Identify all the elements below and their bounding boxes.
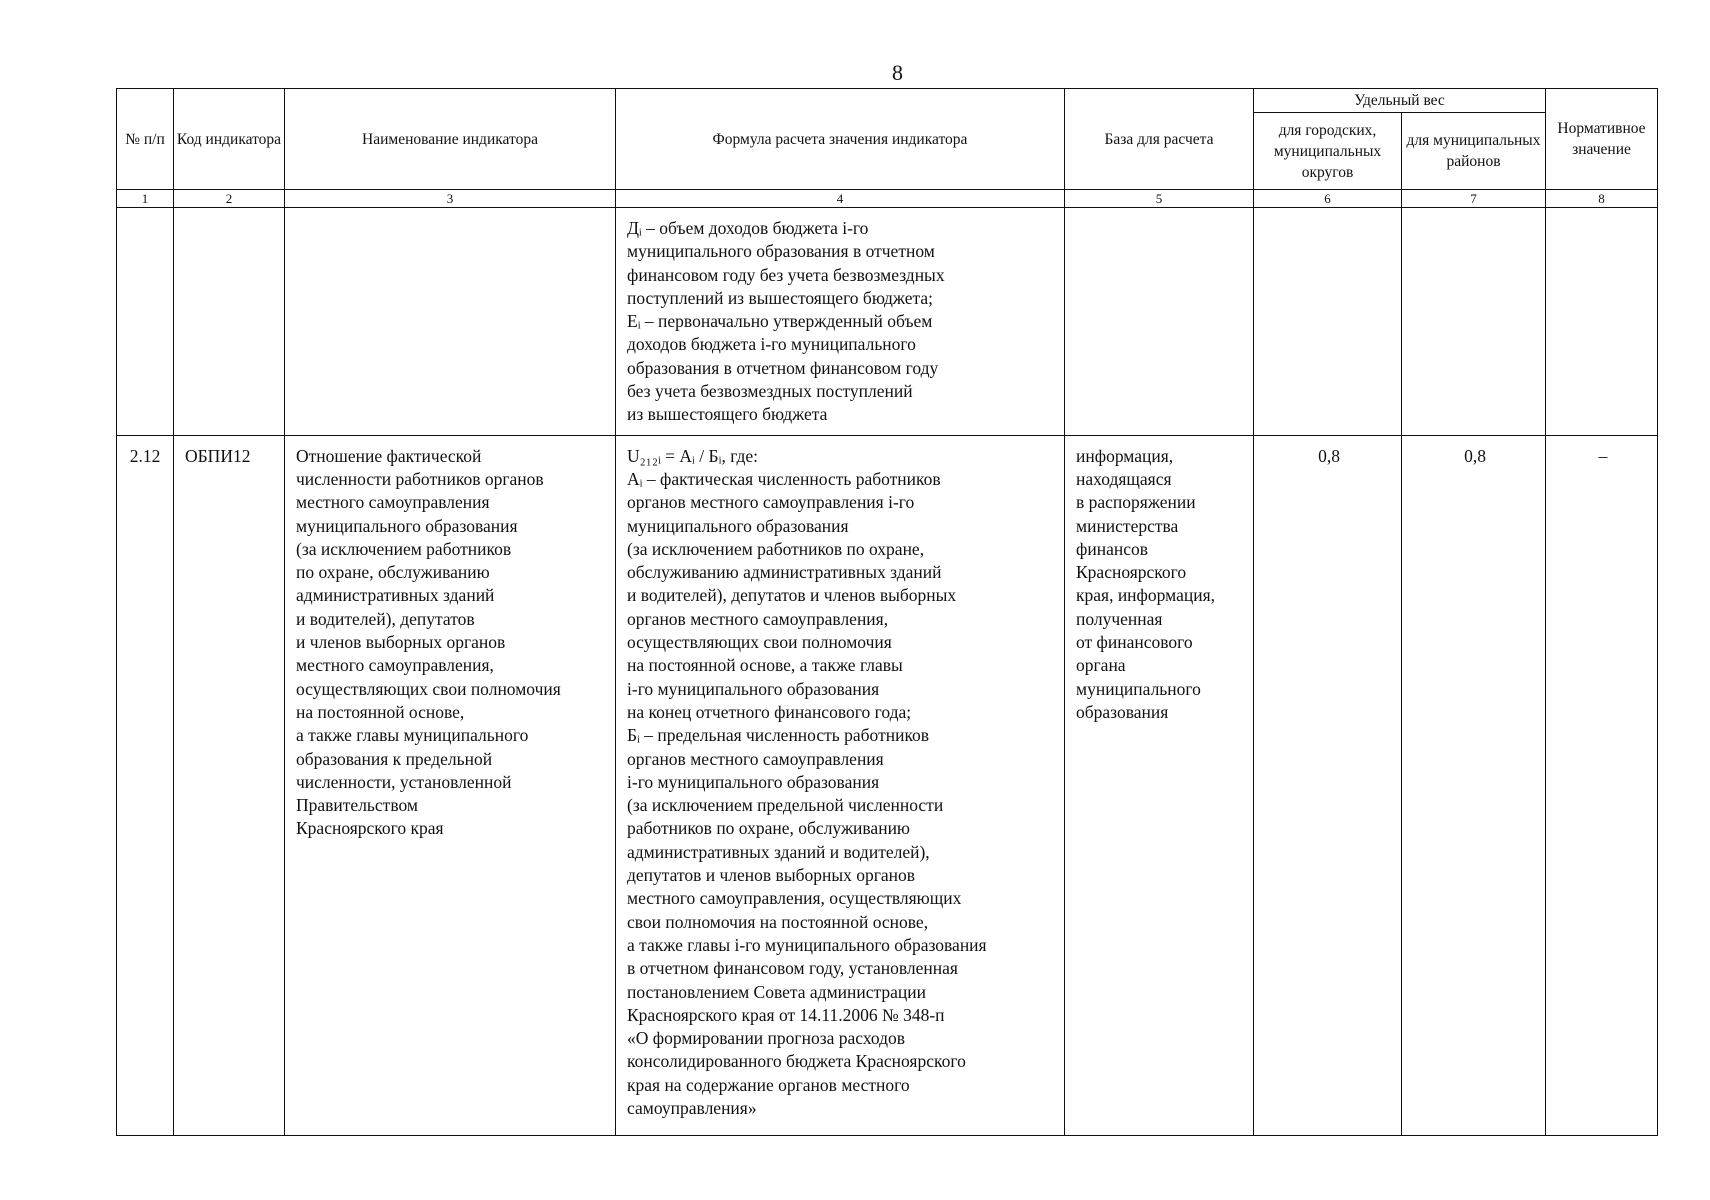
base-line: полученная — [1076, 608, 1163, 629]
name-line: и водителей), депутатов — [296, 608, 475, 629]
formula-line: «О формировании прогноза расходов — [627, 1028, 906, 1049]
column-number: 6 — [1254, 190, 1402, 208]
header-weight-urban: для городских, муниципальных округов — [1254, 113, 1402, 190]
indicator-name-cell — [285, 435, 616, 1135]
formula-line: а также главы i-го муниципального образования — [627, 934, 987, 955]
name-line: местного самоуправления, — [296, 655, 494, 676]
formula-line: i-го муниципального образования — [627, 678, 880, 699]
header-base: База для расчета — [1065, 89, 1254, 190]
name-line: и членов выборных органов — [296, 632, 506, 653]
base-line: информация, — [1076, 445, 1174, 466]
name-line: Отношение фактической — [296, 445, 482, 466]
formula-line: муниципального образования в отчетном — [627, 241, 935, 262]
formula-line: образования в отчетном финансовом году — [627, 357, 939, 378]
normative-value: – — [1546, 435, 1658, 1135]
formula-line: финансовом году без учета безвозмездных — [627, 264, 945, 285]
base-line: органа — [1076, 655, 1126, 676]
formula-line: на конец отчетного финансового года; — [627, 701, 912, 722]
name-line: Правительством — [296, 795, 418, 816]
formula-line: самоуправления» — [627, 1097, 757, 1118]
name-line: образования к предельной — [296, 748, 493, 769]
name-line: осуществляющих свои полномочия — [296, 678, 561, 699]
continuation-weight-urban-cell — [1254, 208, 1402, 436]
indicator-code: ОБПИ12 — [174, 435, 285, 1135]
formula-line: обслуживанию административных зданий — [627, 562, 942, 583]
formula-line: Дᵢ – объем доходов бюджета i-го — [627, 218, 869, 238]
name-line: численности работников органов — [296, 468, 544, 489]
continuation-no-cell — [117, 208, 174, 436]
formula-line: доходов бюджета i-го муниципального — [627, 334, 916, 355]
indicator-base-cell — [1065, 435, 1254, 1135]
continuation-code-cell — [174, 208, 285, 436]
formula-line: депутатов и членов выборных органов — [627, 865, 916, 886]
column-number: 4 — [616, 190, 1065, 208]
formula-line: (за исключением работников по охране, — [627, 538, 925, 559]
indicator-table — [116, 88, 1658, 1136]
base-line: образования — [1076, 701, 1169, 722]
name-line: Красноярского края — [296, 818, 444, 839]
header-weight-group: Удельный вес — [1254, 89, 1546, 113]
base-line: края, информация, — [1076, 585, 1216, 606]
continuation-base-cell — [1065, 208, 1254, 436]
formula-line: и водителей), депутатов и членов выборных — [627, 585, 957, 606]
formula-line: (за исключением предельной численности — [627, 795, 944, 816]
formula-line: свои полномочия на постоянной основе, — [627, 911, 929, 932]
header-code: Код индикатора — [174, 89, 285, 190]
formula-line: Бᵢ – предельная численность работников — [627, 725, 930, 746]
column-number: 8 — [1546, 190, 1658, 208]
formula-line: местного самоуправления, осуществляющих — [627, 888, 962, 909]
formula-line: U₂₁₂ᵢ = Аᵢ / Бᵢ, где: — [627, 445, 759, 466]
header-row-top — [117, 89, 1658, 113]
header-no: № п/п — [117, 89, 174, 190]
weight-urban-value: 0,8 — [1254, 435, 1402, 1135]
row-number: 2.12 — [117, 435, 174, 1135]
base-line: Красноярского — [1076, 562, 1187, 583]
name-line: на постоянной основе, — [296, 701, 465, 722]
formula-line: осуществляющих свои полномочия — [627, 632, 892, 653]
continuation-name-cell — [285, 208, 616, 436]
formula-line: i-го муниципального образования — [627, 771, 880, 792]
formula-line: без учета безвозмездных поступлений — [627, 381, 913, 402]
header-name: Наименование индикатора — [285, 89, 616, 190]
formula-line: Красноярского края от 14.11.2006 № 348-п — [627, 1004, 945, 1025]
column-number-row — [117, 190, 1658, 208]
formula-line: из вышестоящего бюджета — [627, 404, 828, 425]
name-line: местного самоуправления — [296, 492, 490, 513]
formula-line: органов местного самоуправления i-го — [627, 492, 915, 513]
name-line: а также главы муниципального — [296, 725, 529, 746]
header-weight-district: для муниципальных районов — [1402, 113, 1546, 190]
name-line: муниципального образования — [296, 515, 518, 536]
indicator-formula-cell — [616, 435, 1065, 1135]
formula-line: органов местного самоуправления — [627, 748, 884, 769]
page-number: 8 — [892, 60, 903, 85]
continuation-row — [117, 208, 1658, 436]
base-line: находящаяся — [1076, 468, 1172, 489]
formula-line: Аᵢ – фактическая численность работников — [627, 468, 941, 489]
formula-line: поступлений из вышестоящего бюджета; — [627, 287, 934, 308]
formula-line: административных зданий и водителей), — [627, 841, 930, 862]
formula-line: консолидированного бюджета Красноярского — [627, 1051, 966, 1072]
header-normative: Нормативное значение — [1546, 89, 1658, 190]
header-formula: Формула расчета значения индикатора — [616, 89, 1065, 190]
formula-line: края на содержание органов местного — [627, 1074, 910, 1095]
name-line: (за исключением работников — [296, 538, 512, 559]
base-line: министерства — [1076, 515, 1179, 536]
column-number: 3 — [285, 190, 616, 208]
formula-line: Еᵢ – первоначально утвержденный объем — [627, 311, 933, 332]
formula-line: работников по охране, обслуживанию — [627, 818, 911, 839]
base-line: муниципального — [1076, 678, 1201, 699]
name-line: административных зданий — [296, 585, 495, 606]
name-line: численности, установленной — [296, 771, 512, 792]
indicator-row-2-12 — [117, 435, 1658, 1135]
base-line: в распоряжении — [1076, 492, 1196, 513]
column-number: 7 — [1402, 190, 1546, 208]
column-number: 1 — [117, 190, 174, 208]
continuation-weight-district-cell — [1402, 208, 1546, 436]
formula-line: на постоянной основе, а также главы — [627, 655, 903, 676]
base-line: от финансового — [1076, 632, 1193, 653]
weight-district-value: 0,8 — [1402, 435, 1546, 1135]
formula-line: муниципального образования — [627, 515, 849, 536]
formula-line: в отчетном финансовом году, установленная — [627, 958, 958, 979]
column-number: 2 — [174, 190, 285, 208]
formula-line: органов местного самоуправления, — [627, 608, 889, 629]
continuation-normative-cell — [1546, 208, 1658, 436]
formula-line: постановлением Совета администрации — [627, 981, 926, 1002]
continuation-formula-cell — [616, 208, 1065, 436]
name-line: по охране, обслуживанию — [296, 562, 490, 583]
base-line: финансов — [1076, 538, 1148, 559]
column-number: 5 — [1065, 190, 1254, 208]
